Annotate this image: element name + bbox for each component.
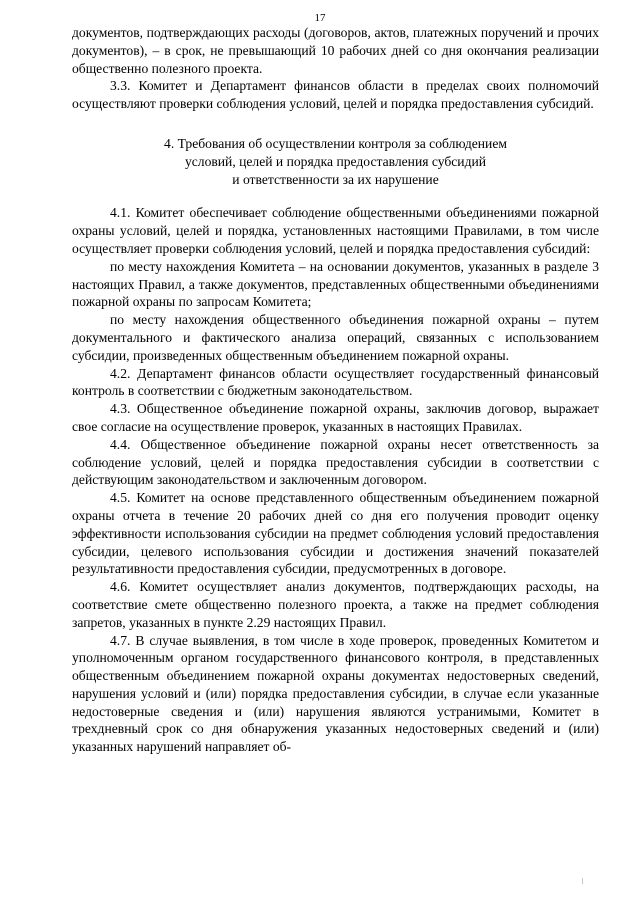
- paragraph-4-2: 4.2. Департамент финансов области осуществляет государственный финансовый контроль в соответствии с бюджетным законодательством.: [72, 365, 599, 399]
- paragraph-4-5: 4.5. Комитет на основе представленного общественным объединением пожарной охраны отчета в течение 20 рабочих дней со дня его получения проводит оценку эффективности использования субсидии на предмет соблюдения условий предоставления субсидии, целевого использования субсидии и достижения значений показателей результативности предоставления субсидии, предусмотренных в договоре.: [72, 490, 599, 577]
- paragraph-4-3: 4.3. Общественное объединение пожарной охраны, заключив договор, выражает свое согласие на осуществление проверок, указанных в настоящих Правилах.: [72, 401, 599, 434]
- document-body: [72, 24, 599, 756]
- paragraph-4-1: 4.1. Комитет обеспечивает соблюдение общественными объединениями пожарной охраны условий, целей и порядка, установленных настоящими Правилами, в том числе осуществляет проверки соблюдения условий, целей и порядка предоставления субсидий:: [72, 205, 599, 256]
- paragraph-3-3: 3.3. Комитет и Департамент финансов области в пределах своих полномочий осуществляют проверки соблюдения условий, целей и порядка предоставления субсидий.: [72, 78, 599, 112]
- paragraph-4-7: 4.7. В случае выявления, в том числе в ходе проверок, проведенных Комитетом и уполномоченным органом государственного финансового контроля, в представленных общественным объединением пожарной охраны документах недостоверных сведений, нарушения условий и (или) порядка предоставления субсидии, в случае если указанные недостоверные сведения и (или) нарушения являются устранимыми, Комитет в трехдневный срок со дня обнаружения указанных недостоверных сведений и (или) указанных нарушений направляет об-: [72, 632, 599, 755]
- paragraph-4-1-item-1: по месту нахождения Комитета – на основании документов, указанных в разделе 3 настоящих Правил, а также документов, представленных общественными объединениями пожарной охраны по запросам Комитета;: [72, 258, 599, 310]
- scan-mark: [582, 878, 583, 884]
- section-heading-line-3: и ответственности за их нарушение: [232, 171, 439, 187]
- section-heading-line-1: 4. Требования об осуществлении контроля за соблюдением: [164, 135, 507, 151]
- section-heading: [72, 135, 599, 188]
- paragraph-continued: документов, подтверждающих расходы (договоров, актов, платежных поручений и прочих документов), – в срок, не превышающий 10 рабочих дней со дня окончания реализации общественно полезного проекта.: [72, 25, 599, 76]
- section-heading-line-2: условий, целей и порядка предоставления субсидий: [184, 153, 487, 169]
- page-number: 17: [314, 12, 326, 24]
- paragraph-4-6: 4.6. Комитет осуществляет анализ документов, подтверждающих расходы, на соответствие смете общественно полезного проекта, а также на предмет соблюдения запретов, указанных в пункте 2.29 настоящих Правил.: [72, 579, 599, 630]
- paragraph-4-4: 4.4. Общественное объединение пожарной охраны несет ответственность за соблюдение условий, целей и порядка предоставления субсидии в соответствии с действующим законодательством и заключенным договором.: [72, 436, 599, 488]
- paragraph-4-1-item-2: по месту нахождения общественного объединения пожарной охраны – путем документального и фактического анализа операций, связанных с использованием субсидии, произведенных общественным объединением пожарной охраны.: [72, 312, 599, 363]
